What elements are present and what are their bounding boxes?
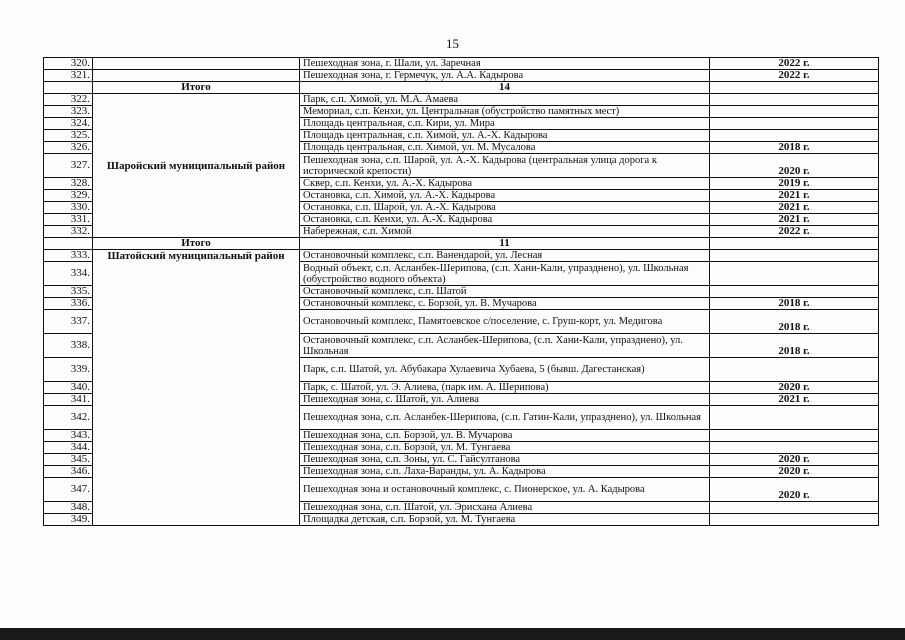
object-description: Площадь центральная, с.п. Кири, ул. Мира <box>300 118 710 130</box>
row-number: 336. <box>44 298 93 310</box>
year-cell <box>710 286 879 298</box>
row-number: 334. <box>44 262 93 286</box>
year-cell <box>710 106 879 118</box>
district-cell <box>93 58 300 70</box>
total-year-cell <box>710 238 879 250</box>
year-cell <box>710 250 879 262</box>
district-name: Шаройский муниципальный район <box>93 94 300 238</box>
object-description: Мемориал, с.п. Кенхи, ул. Центральная (обустройство памятных мест) <box>300 106 710 118</box>
object-description: Пешеходная зона, с. Шатой, ул. Алиева <box>300 394 710 406</box>
object-description: Остановка, с.п. Шарой, ул. А.-Х. Кадырова <box>300 202 710 214</box>
row-number: 339. <box>44 358 93 382</box>
year-cell: 2018 г. <box>710 298 879 310</box>
year-cell <box>710 358 879 382</box>
object-description: Набережная, с.п. Химой <box>300 226 710 238</box>
object-description: Пешеходная зона, с.п. Асланбек-Шерипова, (с.п. Гатин-Кали, упразднено), ул. Школьная <box>300 406 710 430</box>
row-number: 335. <box>44 286 93 298</box>
table-row <box>44 58 879 70</box>
year-cell <box>710 430 879 442</box>
year-cell: 2018 г. <box>710 142 879 154</box>
year-cell: 2022 г. <box>710 70 879 82</box>
year-cell: 2021 г. <box>710 190 879 202</box>
year-cell <box>710 442 879 454</box>
year-cell <box>710 502 879 514</box>
total-count: 14 <box>300 82 710 94</box>
object-description: Остановочный комплекс, с. Борзой, ул. В. Мучарова <box>300 298 710 310</box>
row-number: 348. <box>44 502 93 514</box>
year-cell: 2018 г. <box>710 310 879 334</box>
year-cell: 2020 г. <box>710 478 879 502</box>
year-cell: 2021 г. <box>710 202 879 214</box>
row-number: 326. <box>44 142 93 154</box>
object-description: Площадка детская, с.п. Борзой, ул. М. Тунгаева <box>300 514 710 526</box>
row-number: 347. <box>44 478 93 502</box>
district-name: Шатойский муниципальный район <box>93 250 300 526</box>
total-num-cell <box>44 82 93 94</box>
object-description: Остановочный комплекс, с.п. Ванендарой, ул. Лесная <box>300 250 710 262</box>
row-number: 322. <box>44 94 93 106</box>
object-description: Пешеходная зона и остановочный комплекс, с. Пионерское, ул. А. Кадырова <box>300 478 710 502</box>
object-description: Пешеходная зона, г. Шали, ул. Заречная <box>300 58 710 70</box>
row-number: 329. <box>44 190 93 202</box>
year-cell <box>710 514 879 526</box>
row-number: 333. <box>44 250 93 262</box>
row-number: 341. <box>44 394 93 406</box>
registry-body <box>44 58 879 526</box>
registry-table <box>43 57 879 526</box>
object-description: Остановочный комплекс, Памятоевское с/поселение, с. Груш-корт, ул. Медигова <box>300 310 710 334</box>
year-cell: 2020 г. <box>710 454 879 466</box>
object-description: Парк, с.п. Химой, ул. М.А. Амаева <box>300 94 710 106</box>
district-cell <box>93 70 300 82</box>
page-number: 15 <box>446 36 459 51</box>
row-number: 340. <box>44 382 93 394</box>
total-year-cell <box>710 82 879 94</box>
row-number: 331. <box>44 214 93 226</box>
row-number: 320. <box>44 58 93 70</box>
object-description: Пешеходная зона, с.п. Борзой, ул. В. Мучарова <box>300 430 710 442</box>
scan-edge-bar <box>0 628 905 640</box>
row-number: 345. <box>44 454 93 466</box>
year-cell: 2021 г. <box>710 394 879 406</box>
table-row <box>44 250 879 262</box>
year-cell: 2018 г. <box>710 334 879 358</box>
row-number: 327. <box>44 154 93 178</box>
object-description: Остановка, с.п. Кенхи, ул. А.-Х. Кадырова <box>300 214 710 226</box>
year-cell <box>710 262 879 286</box>
row-number: 321. <box>44 70 93 82</box>
object-description: Пешеходная зона, с.п. Шатой, ул. Эрисхана Алиева <box>300 502 710 514</box>
total-count: 11 <box>300 238 710 250</box>
year-cell <box>710 130 879 142</box>
table-row <box>44 94 879 106</box>
object-description: Пешеходная зона, с.п. Борзой, ул. М. Тунгаева <box>300 442 710 454</box>
table-row <box>44 70 879 82</box>
total-label: Итого <box>93 82 300 94</box>
row-number: 342. <box>44 406 93 430</box>
year-cell: 2022 г. <box>710 58 879 70</box>
row-number: 325. <box>44 130 93 142</box>
row-number: 330. <box>44 202 93 214</box>
total-num-cell <box>44 238 93 250</box>
object-description: Остановочный комплекс, с.п. Асланбек-Шерипова, (с.п. Хани-Кали, упразднено), ул. Школьная <box>300 334 710 358</box>
object-description: Пешеходная зона, с.п. Зоны, ул. С. Гайсултанова <box>300 454 710 466</box>
row-number: 349. <box>44 514 93 526</box>
row-number: 328. <box>44 178 93 190</box>
object-description: Пешеходная зона, с.п. Лаха-Варанды, ул. А. Кадырова <box>300 466 710 478</box>
year-cell: 2019 г. <box>710 178 879 190</box>
total-row <box>44 238 879 250</box>
object-description: Пешеходная зона, с.п. Шарой, ул. А.-Х. Кадырова (центральная улица дорога к исторической крепости) <box>300 154 710 178</box>
year-cell: 2021 г. <box>710 214 879 226</box>
year-cell: 2020 г. <box>710 154 879 178</box>
object-description: Площадь центральная, с.п. Химой, ул. М. Мусалова <box>300 142 710 154</box>
object-description: Остановка, с.п. Химой, ул. А.-Х. Кадырова <box>300 190 710 202</box>
year-cell <box>710 406 879 430</box>
row-number: 323. <box>44 106 93 118</box>
object-description: Парк, с. Шатой, ул. Э. Алиева, (парк им. А. Шерипова) <box>300 382 710 394</box>
row-number: 344. <box>44 442 93 454</box>
row-number: 338. <box>44 334 93 358</box>
object-description: Парк, с.п. Шатой, ул. Абубакара Хулаевича Хубаева, 5 (бывш. Дагестанская) <box>300 358 710 382</box>
total-row <box>44 82 879 94</box>
object-description: Водный объект, с.п. Асланбек-Шерипова, (с.п. Хани-Кали, упразднено), ул. Школьная (обустройство водного объекта) <box>300 262 710 286</box>
object-description: Площадь центральная, с.п. Химой, ул. А.-Х. Кадырова <box>300 130 710 142</box>
object-description: Сквер, с.п. Кенхи, ул. А.-Х. Кадырова <box>300 178 710 190</box>
year-cell <box>710 94 879 106</box>
row-number: 337. <box>44 310 93 334</box>
row-number: 346. <box>44 466 93 478</box>
year-cell: 2020 г. <box>710 382 879 394</box>
year-cell <box>710 118 879 130</box>
row-number: 324. <box>44 118 93 130</box>
object-description: Остановочный комплекс, с.п. Шатой <box>300 286 710 298</box>
year-cell: 2020 г. <box>710 466 879 478</box>
row-number: 332. <box>44 226 93 238</box>
object-description: Пешеходная зона, г. Гермечук, ул. А.А. Кадырова <box>300 70 710 82</box>
row-number: 343. <box>44 430 93 442</box>
year-cell: 2022 г. <box>710 226 879 238</box>
total-label: Итого <box>93 238 300 250</box>
